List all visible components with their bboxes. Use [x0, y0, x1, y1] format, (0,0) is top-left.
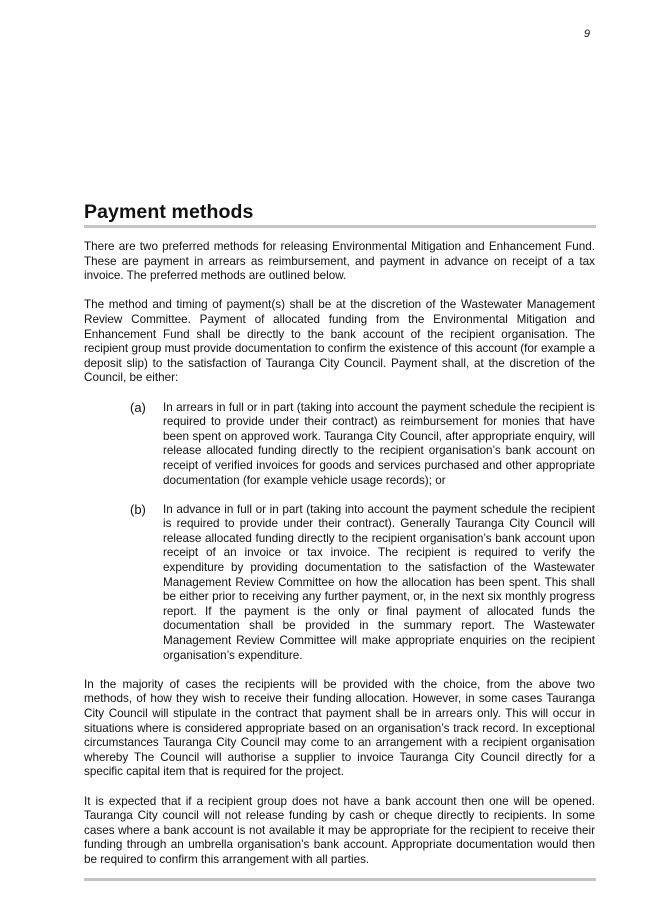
list-marker: (a) — [130, 399, 146, 415]
list-marker: (b) — [130, 501, 146, 517]
majority-cases-paragraph: In the majority of cases the recipients will be provided with the choice, from the above two methods, of how they wish to receive their funding allocation. However, in some cases Tauranga City Council will stipulate in the contract that payment shall be in arrears only. This will occur in situations where is considered appropriate based on an organisation’s track record. In exceptional circumstances Tauranga City Council may come to an arrangement with a recipient organisation whereby The Council will authorise a supplier to invoice Tauranga City Council directly for a specific capital item that is required for the project. — [84, 677, 595, 779]
method-timing-paragraph: The method and timing of payment(s) shall be at the discretion of the Wastewater Management Review Committee. Payment of allocated funding from the Environmental Mitigation and Enhancement Fund shall be directly to the bank account of the recipient organisation. The recipient group must provide documentation to confirm the existence of this account (for example a deposit slip) to the satisfaction of Tauranga City Council. Payment shall, at the discretion of the Council, be either: — [84, 298, 595, 385]
list-item-text: In arrears in full or in part (taking into account the payment schedule the recipient is required to provide under their contract) as reimbursement for monies that have been spent on approved work. Tauranga City Council, after appropriate enquiry, will release allocated funding directly to the recipient organisation’s bank account on receipt of verified invoices for goods and services purchased and other appropriate documentation (for example vehicle usage records); or — [163, 400, 595, 487]
document-body — [84, 240, 595, 882]
page-number: 9 — [583, 28, 590, 40]
list-item-text: In advance in full or in part (taking into account the payment schedule the recipient is required to provide under their contract). Generally Tauranga City Council will release allocated funding directly to the recipient organisation’s bank account upon receipt of an invoice or tax invoice. The recipient is required to verify the expenditure by providing documentation to the satisfaction of the Wastewater Management Review Committee on how the allocation has been spent. This shall be either prior to receiving any further payment, or, in the next six monthly progress report. If the payment is the only or final payment of allocated funds the documentation shall be provided in the summary report. The Wastewater Management Review Committee will make appropriate enquiries on the recipient organisation’s expenditure. — [163, 502, 595, 662]
list-item — [84, 503, 595, 664]
bank-account-paragraph: It is expected that if a recipient group does not have a bank account then one will be opened. Tauranga City council will not release funding by cash or cheque directly to recipients. In some cases where a bank account is not available it may be appropriate for the recipient to receive their funding through an umbrella organisation’s bank account. Appropriate documentation would then be required to confirm this arrangement with all parties. — [84, 794, 595, 866]
footer-divider — [84, 878, 596, 881]
section-heading: Payment methods — [84, 201, 254, 223]
intro-paragraph: There are two preferred methods for releasing Environmental Mitigation and Enhancement Fund. These are payment in arrears as reimbursement, and payment in advance on receipt of a tax invoice. The preferred methods are outlined below. — [84, 240, 595, 283]
heading-divider — [84, 225, 596, 228]
list-item — [84, 401, 595, 489]
